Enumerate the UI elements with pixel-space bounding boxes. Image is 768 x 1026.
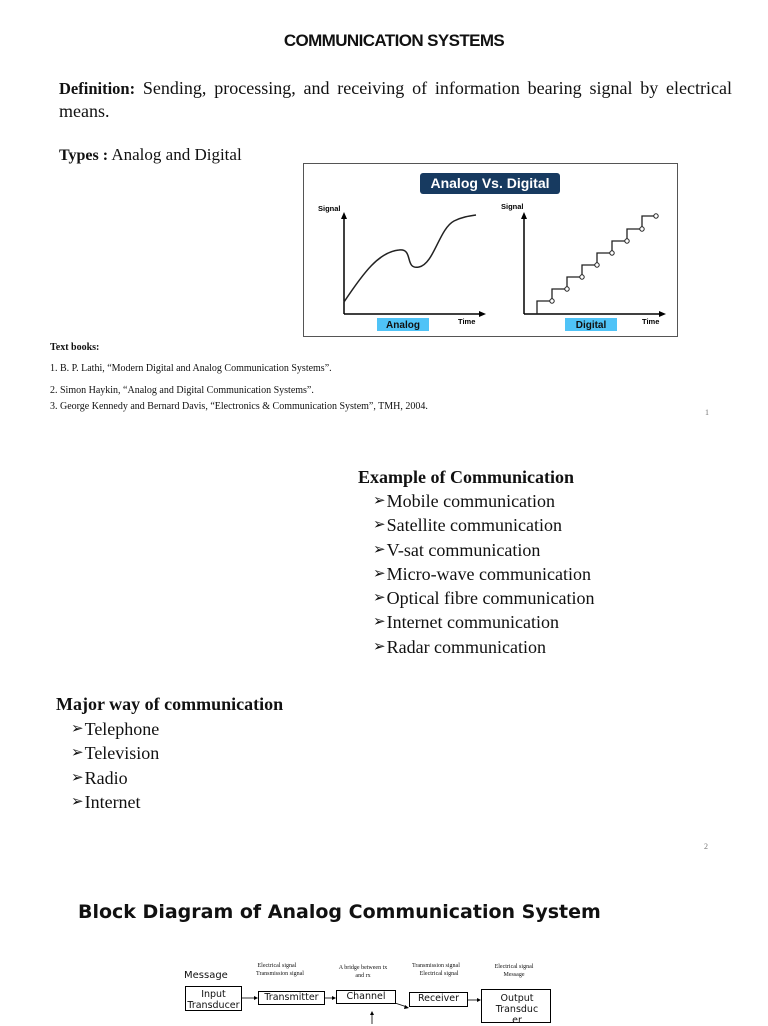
textbook-item: 3. George Kennedy and Bernard Davis, “Electronics & Communication System”, TMH, 2004. xyxy=(50,401,428,412)
annotation: Electrical signal Message xyxy=(494,964,534,978)
list-item: ➢V-sat communication xyxy=(373,539,541,560)
definition-label: Definition: xyxy=(59,79,136,98)
page-number: 1 xyxy=(705,408,709,417)
arrow-bullet-icon: ➢ xyxy=(373,515,386,534)
textbook-item: 1. B. P. Lathi, “Modern Digital and Analog Communication Systems”. xyxy=(50,363,332,374)
analog-vs-digital-figure xyxy=(303,163,678,337)
list-item: ➢Internet communication xyxy=(373,612,560,633)
arrow-bullet-icon: ➢ xyxy=(71,743,84,762)
types-label: Types : xyxy=(59,147,109,164)
block-diagram-title: Block Diagram of Analog Communication System xyxy=(78,901,601,923)
analog-caption: Analog xyxy=(386,320,420,331)
analog-y-label: Signal xyxy=(318,204,341,213)
major-ways-list xyxy=(71,717,159,814)
transmitter-block: Transmitter xyxy=(258,991,325,1005)
digital-x-label: Time xyxy=(642,317,660,326)
digital-caption: Digital xyxy=(575,320,607,331)
examples-list xyxy=(373,489,595,659)
definition-text: Sending, processing, and receiving of information bearing signal by electrical means. xyxy=(59,78,733,121)
list-item: ➢Satellite communication xyxy=(373,515,563,536)
arrow-bullet-icon: ➢ xyxy=(71,767,84,786)
arrow-bullet-icon: ➢ xyxy=(71,791,84,810)
types-text: Analog and Digital xyxy=(111,145,242,164)
list-item: ➢Internet xyxy=(71,791,141,812)
arrow-head xyxy=(370,1011,374,1015)
textbook-item: 2. Simon Haykin, “Analog and Digital Communication Systems”. xyxy=(50,385,314,396)
annotation: A bridge between tx and rx xyxy=(338,965,388,979)
textbooks-heading: Text books: xyxy=(50,342,100,353)
types-line xyxy=(59,145,242,165)
list-item: ➢Optical fibre communication xyxy=(373,588,595,609)
list-item: ➢Telephone xyxy=(71,719,160,739)
receiver-block: Receiver xyxy=(409,992,468,1007)
major-ways-heading: Major way of communication xyxy=(56,694,284,714)
list-item: ➢Television xyxy=(71,743,160,764)
figure-title: Analog Vs. Digital xyxy=(420,173,560,194)
arrow-bullet-icon: ➢ xyxy=(373,539,386,558)
arrow-bullet-icon: ➢ xyxy=(373,612,386,631)
arrow-bullet-icon: ➢ xyxy=(373,588,386,607)
analog-x-label: Time xyxy=(458,317,476,326)
arrow-bullet-icon: ➢ xyxy=(373,491,386,509)
input-transducer-block: Input Transducer xyxy=(185,986,242,1011)
arrow-bullet-icon: ➢ xyxy=(373,563,386,582)
digital-sample-points xyxy=(550,214,658,303)
definition-paragraph xyxy=(59,77,732,123)
annotation: Electrical signal   Transmission signal xyxy=(256,963,304,977)
analog-x-arrow xyxy=(479,311,486,317)
analog-y-arrow xyxy=(341,212,347,219)
digital-y-label: Signal xyxy=(501,202,524,211)
message-label: Message xyxy=(184,970,228,981)
page-number: 2 xyxy=(704,842,708,851)
channel-block: Channel xyxy=(336,990,396,1004)
figure-graphics xyxy=(304,164,677,336)
arrow-bullet-icon: ➢ xyxy=(71,719,84,737)
digital-x-arrow xyxy=(659,311,666,317)
list-item: ➢Mobile communication xyxy=(373,491,556,511)
examples-heading: Example of Communication xyxy=(358,467,574,487)
arrow-bullet-icon: ➢ xyxy=(373,636,386,655)
list-item: ➢Micro-wave communication xyxy=(373,563,592,584)
digital-y-arrow xyxy=(521,212,527,219)
annotation: Transmission signal   Electrical signal xyxy=(411,963,467,977)
output-transducer-block: Output Transduc er xyxy=(481,989,551,1023)
analog-wave xyxy=(344,215,476,302)
list-item: ➢Radio xyxy=(71,767,128,788)
page-title: COMMUNICATION SYSTEMS xyxy=(283,31,505,50)
list-item: ➢Radar communication xyxy=(373,636,547,657)
